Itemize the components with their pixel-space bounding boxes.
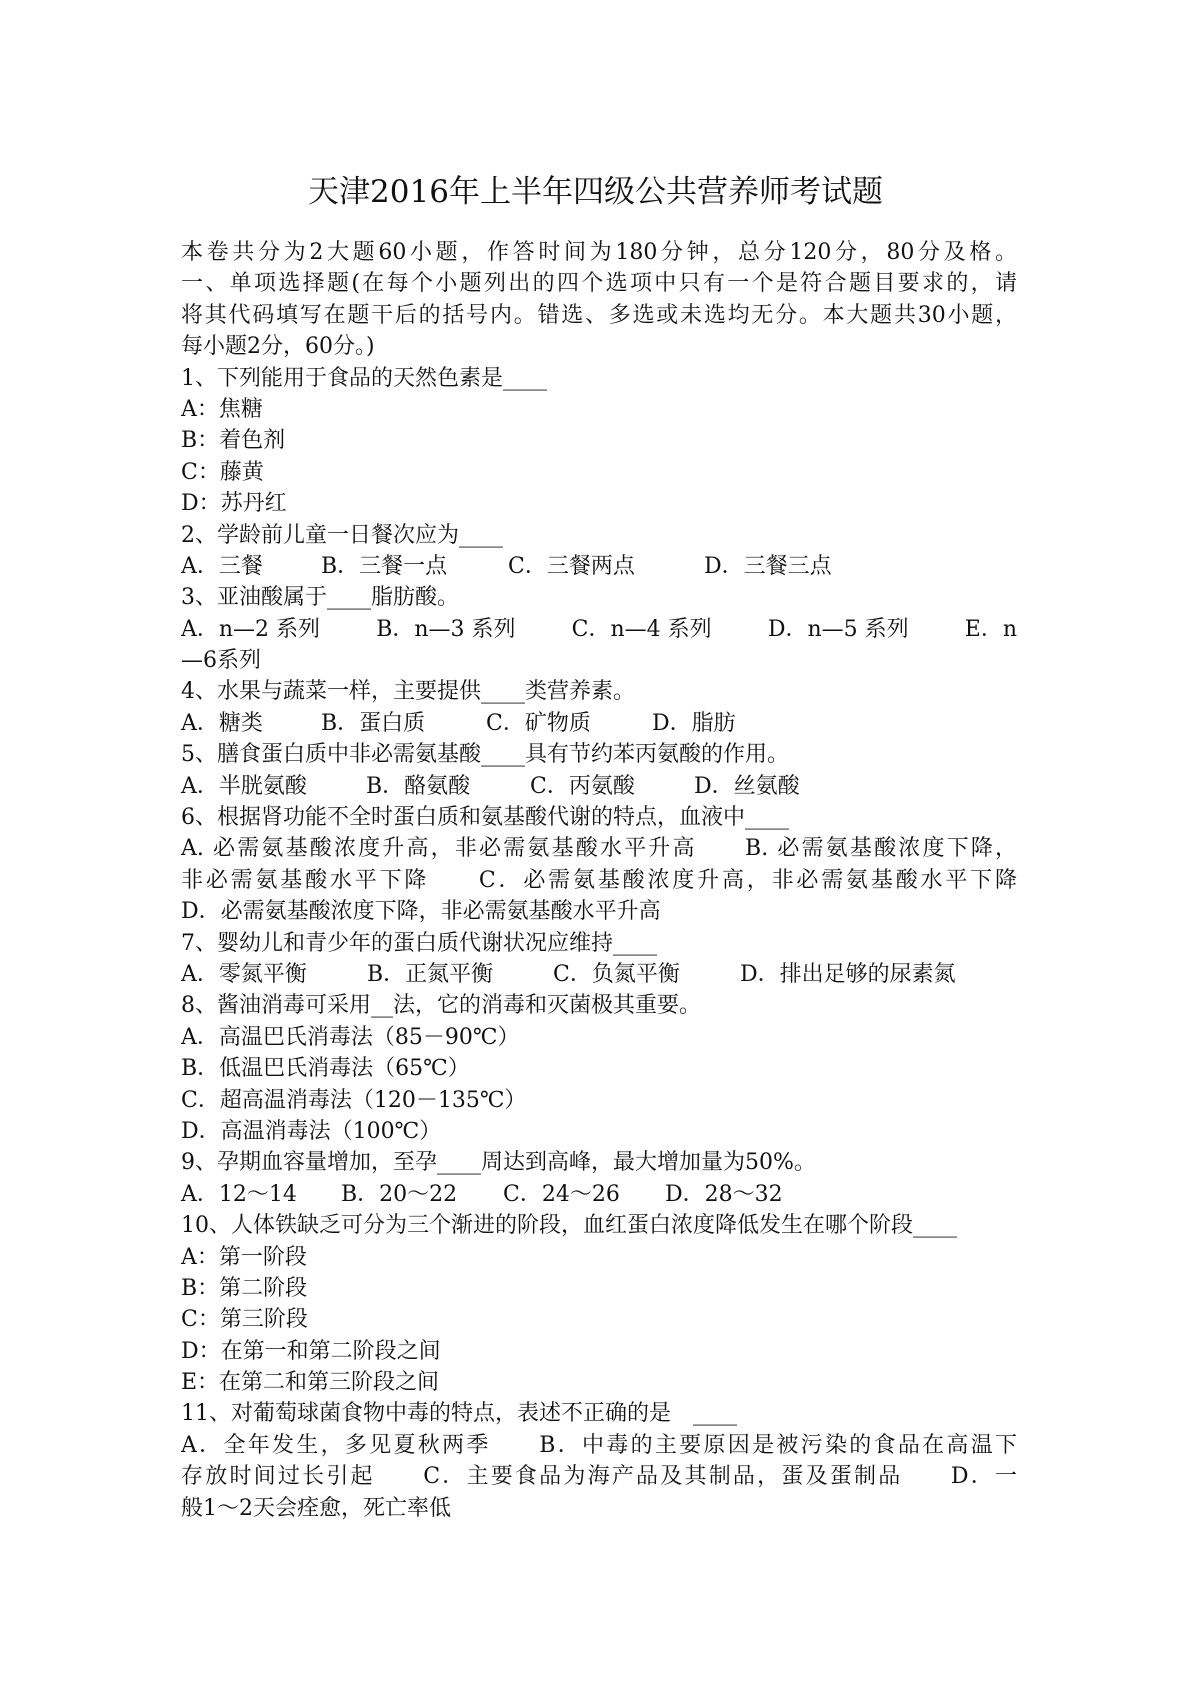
- question-9-option-a: A．12～14: [181, 1181, 297, 1207]
- question-9-option-c: C．24～26: [503, 1181, 620, 1207]
- question-5-options: [181, 771, 1017, 802]
- question-8-stem: 8、酱油消毒可采用__法，它的消毒和灭菌极其重要。: [181, 993, 701, 1019]
- section-instructions-line-3: 每小题2分，60分。): [181, 334, 375, 360]
- question-8-option-b: B．低温巴氏消毒法（65℃）: [181, 1056, 470, 1082]
- question-5-option-d: D．丝氨酸: [694, 773, 800, 799]
- question-2-option-d: D．三餐三点: [704, 553, 832, 579]
- question-3-option-a: A．n—2 系列: [181, 616, 321, 642]
- question-10-stem: 10、人体铁缺乏可分为三个渐进的阶段，血红蛋白浓度降低发生在哪个阶段____: [181, 1213, 957, 1239]
- question-11-options-line-3: 般1～2天会痊愈，死亡率低: [181, 1495, 451, 1521]
- question-4-stem: 4、水果与蔬菜一样，主要提供____类营养素。: [181, 679, 635, 705]
- question-1-option-a: A：焦糖: [181, 396, 263, 422]
- question-3-stem: 3、亚油酸属于____脂肪酸。: [181, 585, 459, 611]
- question-10-option-e: E：在第二和第三阶段之间: [181, 1370, 440, 1396]
- question-5-option-b: B．酪氨酸: [366, 773, 471, 799]
- question-4-option-a: A．糖类: [181, 710, 263, 736]
- question-6-options-line-2: 非必需氨基酸水平下降 C．必需氨基酸浓度升高，非必需氨基酸水平下降: [181, 867, 1017, 893]
- question-4-options: [181, 708, 1017, 739]
- question-4-option-c: C．矿物质: [486, 710, 591, 736]
- question-2-option-b: B．三餐一点: [321, 553, 448, 579]
- question-8-option-a: A．高温巴氏消毒法（85－90℃）: [181, 1024, 520, 1050]
- exam-intro: 本卷共分为2大题60小题，作答时间为180分钟，总分120分，80分及格。: [181, 240, 1017, 265]
- exam-body: [181, 237, 1017, 1524]
- question-9-options: [181, 1179, 1017, 1210]
- question-5-option-a: A．半胱氨酸: [181, 773, 307, 799]
- question-6-options-line-1: A. 必需氨基酸浓度升高，非必需氨基酸水平升高 B. 必需氨基酸浓度下降，: [181, 836, 1017, 862]
- question-2-options: [181, 551, 1017, 582]
- question-7-option-a: A．零氮平衡: [181, 961, 307, 987]
- question-1-option-b: B：着色剂: [181, 428, 286, 454]
- section-instructions-line-2: 将其代码填写在题干后的括号内。错选、多选或未选均无分。本大题共30小题，: [181, 302, 1017, 328]
- question-11-options-line-1: A．全年发生，多见夏秋两季 B．中毒的主要原因是被污染的食品在高温下: [181, 1432, 1017, 1458]
- question-9-option-d: D．28～32: [665, 1181, 783, 1207]
- question-3-option-e-continued: —6系列: [181, 648, 261, 674]
- question-6-stem: 6、根据肾功能不全时蛋白质和氨基酸代谢的特点，血液中____: [181, 805, 789, 831]
- question-10-option-d: D：在第一和第二阶段之间: [181, 1338, 441, 1364]
- page-title: 天津2016年上半年四级公共营养师考试题: [308, 174, 883, 210]
- question-5-option-c: C．丙氨酸: [530, 773, 635, 799]
- question-11-stem: 11、对葡萄球菌食物中毒的特点，表述不正确的是 ____: [181, 1401, 737, 1427]
- question-1-option-d: D：苏丹红: [181, 491, 287, 517]
- question-2-option-a: A．三餐: [181, 553, 263, 579]
- question-9-option-b: B．20～22: [341, 1181, 458, 1207]
- question-7-option-c: C．负氮平衡: [553, 961, 680, 987]
- question-10-option-c: C：第三阶段: [181, 1307, 308, 1333]
- question-3-options: [181, 614, 1017, 645]
- question-3-option-c: C．n—4 系列: [571, 616, 712, 642]
- question-10-option-b: B：第二阶段: [181, 1275, 308, 1301]
- question-4-option-b: B．蛋白质: [321, 710, 426, 736]
- question-10-option-a: A：第一阶段: [181, 1244, 307, 1270]
- question-11-options-line-2: 存放时间过长引起 C．主要食品为海产品及其制品，蛋及蛋制品 D．一: [181, 1464, 1017, 1490]
- question-7-option-b: B．正氮平衡: [367, 961, 494, 987]
- section-instructions-line-1: 一、单项选择题(在每个小题列出的四个选项中只有一个是符合题目要求的，请: [181, 271, 1017, 297]
- question-1-option-c: C：藤黄: [181, 459, 264, 485]
- question-7-options: [181, 959, 1017, 990]
- question-2-option-c: C．三餐两点: [508, 553, 635, 579]
- question-9-stem: 9、孕期血容量增加，至孕____周达到高峰，最大增加量为50%。: [181, 1150, 816, 1176]
- question-5-stem: 5、膳食蛋白质中非必需氨基酸____具有节约苯丙氨酸的作用。: [181, 742, 789, 768]
- question-8-option-d: D．高温消毒法（100℃）: [181, 1118, 442, 1144]
- question-1-stem: 1、下列能用于食品的天然色素是____: [181, 365, 547, 391]
- question-3-option-e: E．n: [964, 616, 1017, 642]
- question-3-option-b: B．n—3 系列: [376, 616, 516, 642]
- question-8-option-c: C．超高温消毒法（120－135℃）: [181, 1087, 527, 1113]
- question-4-option-d: D．脂肪: [652, 710, 736, 736]
- question-7-stem: 7、婴幼儿和青少年的蛋白质代谢状况应维持____: [181, 930, 657, 956]
- question-3-option-d: D．n—5 系列: [767, 616, 909, 642]
- question-6-options-line-3: D．必需氨基酸浓度下降，非必需氨基酸水平升高: [181, 899, 661, 925]
- question-2-stem: 2、学龄前儿童一日餐次应为____: [181, 522, 503, 548]
- question-7-option-d: D．排出足够的尿素氮: [740, 961, 956, 987]
